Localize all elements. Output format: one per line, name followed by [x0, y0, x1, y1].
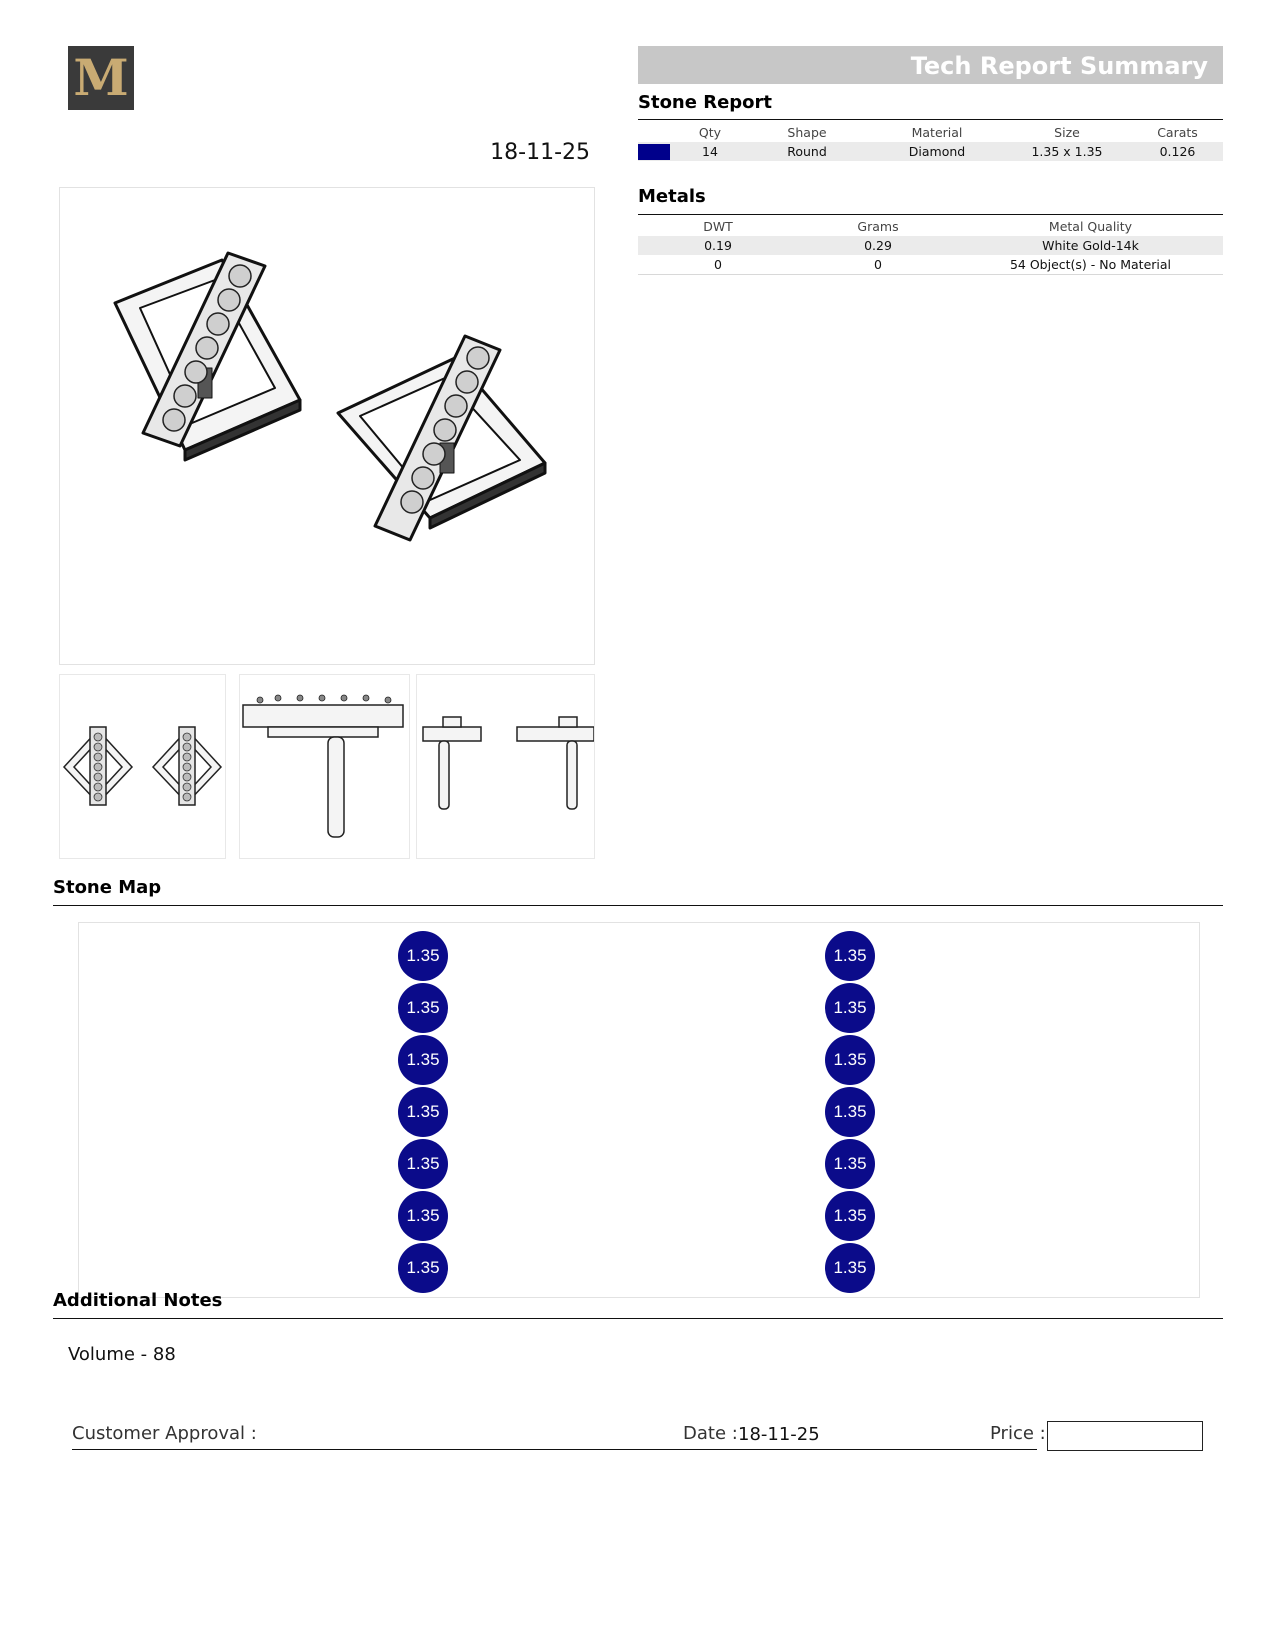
- customer-approval-label: Customer Approval :: [72, 1423, 257, 1444]
- stone-map-stone: 1.35: [398, 1087, 448, 1137]
- date-label: Date :: [683, 1423, 738, 1444]
- company-logo: [68, 46, 134, 110]
- stone-map-stone: 1.35: [398, 1191, 448, 1241]
- stone-map-stone: 1.35: [825, 1243, 875, 1293]
- side-view-image: [240, 675, 409, 858]
- stone-map-stone: 1.35: [398, 931, 448, 981]
- header-color: [638, 123, 678, 142]
- metal-quality: White Gold-14k: [958, 236, 1223, 255]
- stone-report-header-row: [638, 123, 1223, 142]
- stone-map-stone: 1.35: [398, 983, 448, 1033]
- metals-title: Metals: [638, 186, 706, 207]
- stone-shape: Round: [742, 142, 872, 161]
- header-carats: Carats: [1157, 125, 1198, 140]
- header-material: Material: [911, 125, 963, 140]
- main-render-view: [59, 187, 595, 665]
- metal-dwt: 0.19: [638, 236, 798, 255]
- metals-rule: [638, 214, 1223, 215]
- header-qty: Qty: [698, 125, 722, 140]
- metal-row: [638, 236, 1223, 255]
- report-date: 18-11-25: [490, 140, 590, 165]
- metal-quality: 54 Object(s) - No Material: [958, 255, 1223, 275]
- report-title: Tech Report Summary: [638, 46, 1223, 84]
- metals-header-row: [638, 217, 1223, 236]
- metal-dwt: 0: [638, 255, 798, 275]
- metal-row: [638, 255, 1223, 275]
- stone-material: Diamond: [872, 142, 1002, 161]
- additional-notes-title: Additional Notes: [53, 1290, 223, 1311]
- additional-notes-text: Volume - 88: [68, 1344, 176, 1365]
- header-dwt: DWT: [703, 219, 733, 234]
- metal-grams: 0.29: [798, 236, 958, 255]
- stone-map-stone: 1.35: [398, 1243, 448, 1293]
- stone-map-stone: 1.35: [398, 1139, 448, 1189]
- header-shape: Shape: [787, 125, 827, 140]
- additional-notes-rule: [53, 1318, 1223, 1319]
- header-grams: Grams: [857, 219, 899, 234]
- approval-signature-line: [72, 1449, 1037, 1450]
- stone-size: 1.35 x 1.35: [1002, 142, 1132, 161]
- header-metal-quality: Metal Quality: [1048, 219, 1133, 234]
- stone-map-stone: 1.35: [825, 931, 875, 981]
- date-value: 18-11-25: [738, 1424, 820, 1445]
- stone-map-stone: 1.35: [825, 1035, 875, 1085]
- stone-report-title: Stone Report: [638, 92, 773, 113]
- price-input[interactable]: [1047, 1421, 1203, 1451]
- stone-map-stone: 1.35: [825, 1087, 875, 1137]
- stone-map-title: Stone Map: [53, 877, 162, 898]
- stone-map-stone: 1.35: [825, 983, 875, 1033]
- profile-view-thumbnail: [416, 674, 595, 859]
- stone-qty: 14: [678, 142, 742, 161]
- stone-row: [638, 142, 1223, 161]
- metals-table: [638, 217, 1223, 275]
- stone-report-table: [638, 123, 1223, 161]
- price-label: Price :: [990, 1423, 1046, 1444]
- stone-map-stone: 1.35: [825, 1191, 875, 1241]
- stone-color-cell: [638, 142, 678, 161]
- front-view-image: [60, 675, 225, 858]
- stone-map-rule: [53, 905, 1223, 906]
- stone-color-swatch: [638, 144, 670, 160]
- metal-grams: 0: [798, 255, 958, 275]
- stone-report-rule: [638, 119, 1223, 120]
- side-view-thumbnail: [239, 674, 410, 859]
- header-size: Size: [1054, 125, 1080, 140]
- stone-map-stone: 1.35: [398, 1035, 448, 1085]
- stone-carats: 0.126: [1132, 142, 1223, 161]
- stone-map-stone: 1.35: [825, 1139, 875, 1189]
- front-view-thumbnail: [59, 674, 226, 859]
- profile-view-image: [417, 675, 594, 858]
- earrings-render-image: [60, 188, 594, 664]
- stone-map-panel: [78, 922, 1200, 1298]
- logo-letter: M: [73, 48, 129, 107]
